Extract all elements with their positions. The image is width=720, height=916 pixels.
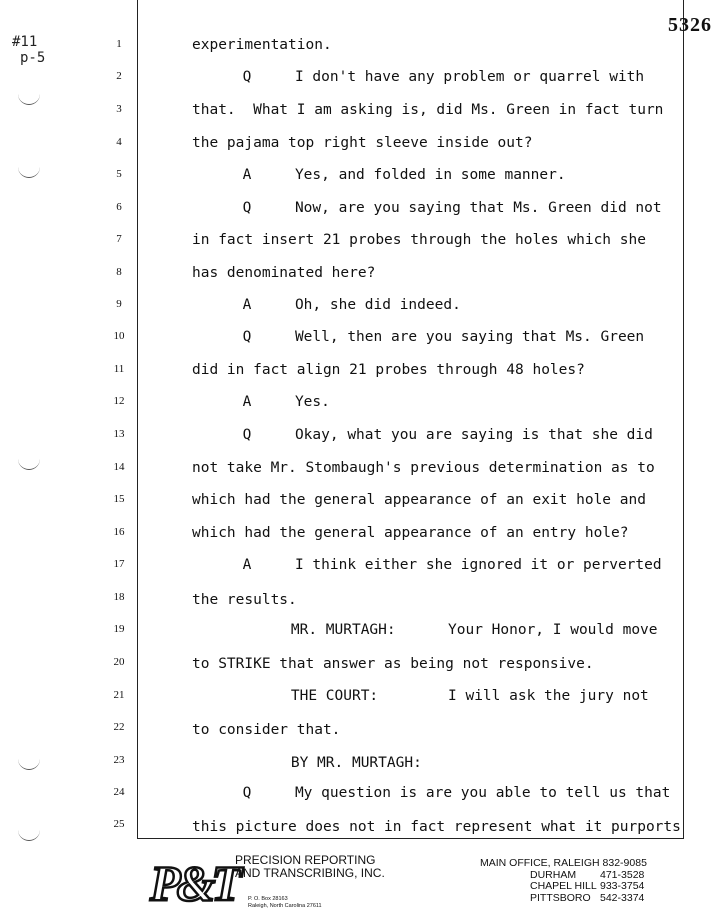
transcript-line: BY MR. MURTAGH: — [125, 755, 422, 771]
transcript-line: to consider that. — [192, 722, 341, 738]
office-phone: 832-9085 — [602, 857, 647, 869]
line-number: 24 — [113, 786, 125, 798]
transcript-line: Q Okay, what you are saying is that she did — [164, 427, 653, 443]
line-number: 12 — [113, 395, 125, 407]
transcript-line: THE COURT: I will ask the jury not — [125, 688, 649, 704]
binder-hole-mark — [18, 755, 40, 770]
transcript-frame — [137, 0, 684, 839]
line-number: 3 — [116, 103, 122, 115]
line-number: 21 — [113, 689, 125, 701]
transcript-line: MR. MURTAGH: Your Honor, I would move — [125, 622, 658, 638]
transcript-line: Q I don't have any problem or quarrel with — [164, 69, 645, 85]
reporter-footer — [0, 852, 720, 916]
transcript-line: in fact insert 21 probes through the holes which she — [192, 232, 646, 248]
transcript-line: has denominated here? — [192, 265, 376, 281]
line-number: 19 — [113, 623, 125, 635]
office-phone: 933-3754 — [600, 880, 645, 892]
binder-hole-mark — [18, 455, 40, 470]
line-number: 23 — [113, 754, 125, 766]
office-city: PITTSBORO — [530, 891, 591, 904]
line-number: 17 — [113, 558, 125, 570]
line-number: 7 — [116, 233, 122, 245]
transcript-line: A Oh, she did indeed. — [164, 297, 461, 313]
transcript-line: A I think either she ignored it or perverted — [164, 557, 662, 573]
company-name-line2: AND TRANSCRIBING, INC. — [235, 866, 385, 880]
office-city: DURHAM — [530, 868, 577, 881]
line-number: 13 — [113, 428, 125, 440]
transcript-line: which had the general appearance of an entry hole? — [192, 525, 629, 541]
line-number: 6 — [116, 201, 122, 213]
company-logo: P&T — [150, 855, 238, 911]
line-number: 14 — [113, 461, 125, 473]
office-row — [480, 858, 647, 870]
line-number: 11 — [113, 363, 125, 375]
binder-hole-mark — [18, 826, 40, 841]
line-number: 5 — [116, 168, 122, 180]
address-line2: Raleigh, North Carolina 27611 — [248, 903, 322, 909]
transcript-line: Q Well, then are you saying that Ms. Green — [164, 329, 645, 345]
office-row — [480, 881, 647, 893]
transcript-line: the results. — [192, 592, 297, 608]
transcript-line: A Yes, and folded in some manner. — [164, 167, 566, 183]
line-number: 4 — [116, 136, 122, 148]
company-name — [235, 854, 385, 880]
office-phone-list — [480, 858, 647, 904]
address-line1: P. O. Box 28163 — [248, 896, 288, 902]
transcript-line: A Yes. — [164, 394, 330, 410]
office-row — [480, 893, 647, 905]
transcript-line: experimentation. — [192, 37, 332, 53]
transcript-line: the pajama top right sleeve inside out? — [192, 135, 533, 151]
binder-hole-mark — [18, 90, 40, 105]
transcript-line: did in fact align 21 probes through 48 holes? — [192, 362, 585, 378]
office-phone: 471-3528 — [600, 868, 645, 881]
transcript-line: this picture does not in fact represent what it purports — [192, 819, 681, 835]
page-number: 5326 — [668, 14, 712, 36]
transcript-line: Q My question is are you able to tell us that — [164, 785, 671, 801]
office-city: CHAPEL HILL — [530, 880, 597, 892]
line-number: 16 — [113, 526, 125, 538]
binder-hole-mark — [18, 163, 40, 178]
page-note: p-5 — [20, 50, 46, 66]
office-phone: 542-3374 — [600, 891, 645, 904]
line-number: 10 — [113, 330, 125, 342]
line-number: 25 — [113, 818, 125, 830]
line-number: 18 — [113, 591, 125, 603]
line-number: 1 — [116, 38, 122, 50]
transcript-line: to STRIKE that answer as being not responsive. — [192, 656, 594, 672]
company-address — [248, 896, 322, 910]
line-number: 15 — [113, 493, 125, 505]
office-city: MAIN OFFICE, RALEIGH — [480, 857, 600, 869]
exhibit-note: #11 — [12, 34, 38, 50]
line-number: 2 — [116, 70, 122, 82]
line-number: 9 — [116, 298, 122, 310]
line-number: 20 — [113, 656, 125, 668]
line-number: 8 — [116, 266, 122, 278]
transcript-line: that. What I am asking is, did Ms. Green in fact turn — [192, 102, 664, 118]
transcript-line: which had the general appearance of an exit hole and — [192, 492, 646, 508]
line-number: 22 — [113, 721, 125, 733]
company-name-line1: PRECISION REPORTING — [235, 853, 376, 867]
transcript-line: not take Mr. Stombaugh's previous determination as to — [192, 460, 655, 476]
transcript-line: Q Now, are you saying that Ms. Green did not — [164, 200, 662, 216]
